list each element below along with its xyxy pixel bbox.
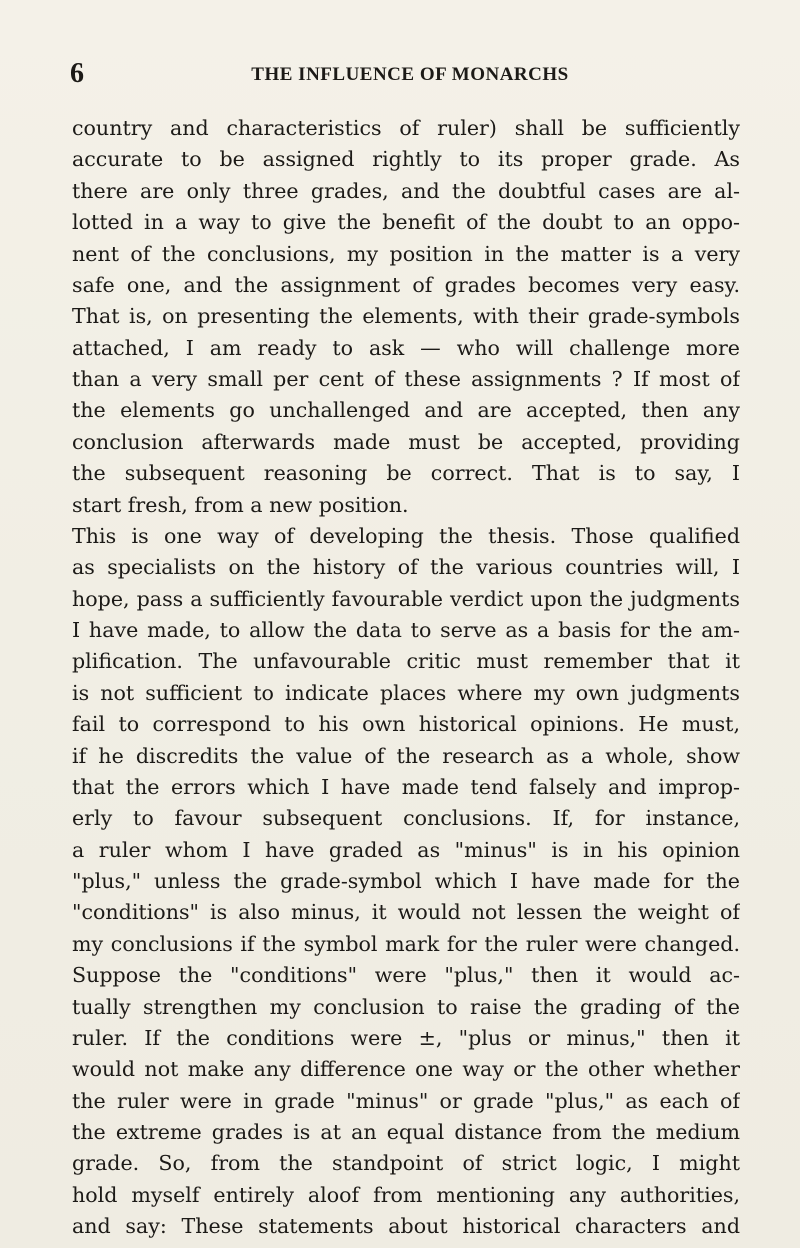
text-line: erly to favour subsequent conclusions. If, for instance,	[72, 806, 740, 831]
text-line: That is, on presenting the elements, with their grade-symbols	[72, 304, 740, 329]
text-line: would not make any difference one way or the other whether	[72, 1057, 740, 1082]
text-line: accurate to be assigned rightly to its proper grade. As	[72, 147, 740, 172]
text-line: nent of the conclusions, my position in the matter is a very	[72, 241, 740, 266]
text-line: This is one way of developing the thesis. Those qualified	[72, 523, 740, 548]
text-line: hope, pass a sufficiently favourable verdict upon the judgments	[72, 586, 740, 611]
text-line: hold myself entirely aloof from mentioning any authorities,	[72, 1182, 740, 1207]
text-line: my conclusions if the symbol mark for the ruler were changed.	[72, 931, 740, 956]
text-line: start fresh, from a new position.	[72, 492, 409, 517]
text-line: ruler. If the conditions were ±, "plus or minus," then it	[72, 1025, 740, 1050]
text-line: country and characteristics of ruler) shall be sufficiently	[72, 116, 740, 140]
text-line: Suppose the "conditions" were "plus," then it would ac-	[72, 963, 740, 988]
text-line: as specialists on the history of the various countries will, I	[72, 555, 740, 580]
text-line: there are only three grades, and the doubtful cases are al-	[72, 178, 740, 203]
text-line: is not sufficient to indicate places where my own judgments	[72, 680, 740, 705]
text-line: tually strengthen my conclusion to raise the grading of the	[72, 994, 740, 1019]
text-line: safe one, and the assignment of grades becomes very easy.	[72, 272, 740, 297]
page-number: 6	[70, 58, 84, 89]
text-line: the elements go unchallenged and are accepted, then any	[72, 398, 740, 423]
text-line: and say: These statements about historical characters and	[72, 1214, 740, 1239]
body-text	[72, 113, 740, 1243]
text-line: attached, I am ready to ask — who will challenge more	[72, 335, 740, 360]
text-line: "plus," unless the grade-symbol which I have made for the	[72, 869, 740, 893]
text-line: a ruler whom I have graded as "minus" is in his opinion	[72, 837, 740, 862]
running-head: THE INFLUENCE OF MONARCHS	[251, 64, 569, 85]
text-line: the subsequent reasoning be correct. That is to say, I	[72, 461, 740, 486]
text-line: if he discredits the value of the research as a whole, show	[72, 743, 740, 768]
text-line: I have made, to allow the data to serve as a basis for the am-	[72, 618, 740, 642]
text-line: fail to correspond to his own historical opinions. He must,	[72, 712, 740, 737]
text-line: grade. So, from the standpoint of strict logic, I might	[72, 1151, 740, 1176]
text-line: plification. The unfavourable critic must remember that it	[72, 649, 740, 674]
text-line: the extreme grades is at an equal distance from the medium	[72, 1120, 740, 1144]
text-line: lotted in a way to give the benefit of the doubt to an oppo-	[72, 210, 740, 235]
text-line: "conditions" is also minus, it would not lessen the weight of	[72, 900, 740, 925]
text-line: conclusion afterwards made must be accepted, providing	[72, 429, 740, 454]
text-line: that the errors which I have made tend falsely and improp-	[72, 774, 740, 799]
page-header	[70, 58, 750, 90]
text-line: the ruler were in grade "minus" or grade "plus," as each of	[72, 1088, 740, 1113]
text-line: than a very small per cent of these assignments ? If most of	[72, 367, 740, 391]
